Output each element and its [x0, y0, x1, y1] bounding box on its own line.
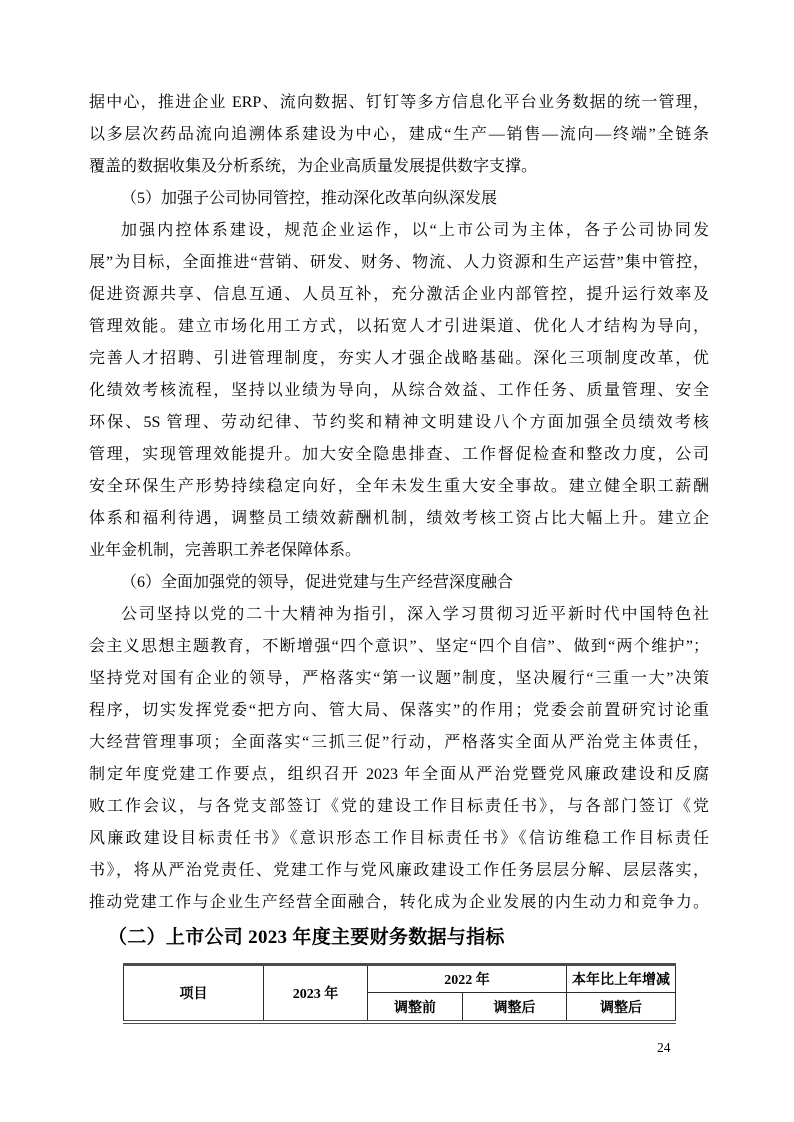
text-line: 促进资源共享、信息互通、人员互补，充分激活企业内部管控，提升运行效率及	[89, 286, 709, 303]
financial-table	[123, 963, 676, 1024]
text-line: 风廉政建设目标责任书》《意识形态工作目标责任书》《信访维稳工作目标责任	[89, 830, 709, 847]
th-year-2022: 2022 年	[368, 965, 567, 993]
text-line: 书》，将从严治党责任、党建工作与党风廉政建设工作任务层层分解、层层落实，	[89, 862, 709, 879]
text-line: 公司坚持以党的二十大精神为指引，深入学习贯彻习近平新时代中国特色社	[121, 606, 709, 623]
page-number: 24	[657, 1040, 671, 1055]
th-yoy-adjust-after: 调整后	[567, 993, 676, 1023]
text-line: 体系和福利待遇，调整员工绩效薪酬机制，绩效考核工资占比大幅上升。建立企	[89, 510, 709, 527]
text-line: 制定年度党建工作要点，组织召开 2023 年全面从严治党暨党风廉政建设和反腐	[89, 766, 709, 783]
text-line: 展”为目标，全面推进“营销、研发、财务、物流、人力资源和生产运营”集中管控，	[89, 254, 709, 271]
section-heading: （二）上市公司 2023 年度主要财务数据与指标	[108, 927, 505, 948]
table-header-row-1	[124, 965, 676, 993]
text-line: 以多层次药品流向追溯体系建设为中心，建成“生产—销售—流向—终端”全链条	[89, 126, 709, 143]
text-line: （5）加强子公司协同管控，推动深化改革向纵深发展	[121, 190, 498, 207]
th-year-2023: 2023 年	[264, 965, 368, 1023]
text-line: 大经营管理事项；全面落实“三抓三促”行动，严格落实全面从严治党主体责任，	[89, 734, 709, 751]
text-line: （6）全面加强党的领导，促进党建与生产经营深度融合	[121, 574, 514, 591]
body-text	[89, 87, 709, 919]
text-line: 管理，实现管理效能提升。加大安全隐患排查、工作督促检查和整改力度，公司	[89, 446, 709, 463]
text-line: 推动党建工作与企业生产经营全面融合，转化成为企业发展的内生动力和竞争力。	[89, 894, 709, 911]
text-line: 程序，切实发挥党委“把方向、管大局、保落实”的作用；党委会前置研究讨论重	[89, 702, 709, 719]
text-line: 安全环保生产形势持续稳定向好，全年未发生重大安全事故。建立健全职工薪酬	[89, 478, 709, 495]
text-line: 完善人才招聘、引进管理制度，夯实人才强企战略基础。深化三项制度改革，优	[89, 350, 709, 367]
text-line: 覆盖的数据收集及分析系统，为企业高质量发展提供数字支撑。	[89, 158, 538, 175]
text-line: 环保、5S 管理、劳动纪律、节约奖和精神文明建设八个方面加强全员绩效考核	[89, 414, 709, 431]
text-line: 据中心，推进企业 ERP、流向数据、钉钉等多方信息化平台业务数据的统一管理，	[89, 94, 709, 111]
text-line: 坚持党对国有企业的领导，严格落实“第一议题”制度，坚决履行“三重一大”决策	[89, 670, 709, 687]
text-line: 化绩效考核流程，坚持以业绩为导向，从综合效益、工作任务、质量管理、安全	[89, 382, 709, 399]
text-line: 会主义思想主题教育，不断增强“四个意识”、坚定“四个自信”、做到“两个维护”；	[89, 638, 709, 655]
text-line: 业年金机制，完善职工养老保障体系。	[89, 542, 362, 559]
text-line: 加强内控体系建设，规范企业运作，以“上市公司为主体，各子公司协同发	[121, 222, 709, 239]
text-line: 管理效能。建立市场化用工方式，以拓宽人才引进渠道、优化人才结构为导向，	[89, 318, 709, 335]
text-line: 败工作会议，与各党支部签订《党的建设工作目标责任书》，与各部门签订《党	[89, 798, 709, 815]
th-adjust-after: 调整后	[463, 993, 567, 1023]
th-item: 项目	[124, 965, 264, 1023]
th-adjust-before: 调整前	[368, 993, 463, 1023]
th-yoy-change: 本年比上年增减	[567, 965, 676, 993]
